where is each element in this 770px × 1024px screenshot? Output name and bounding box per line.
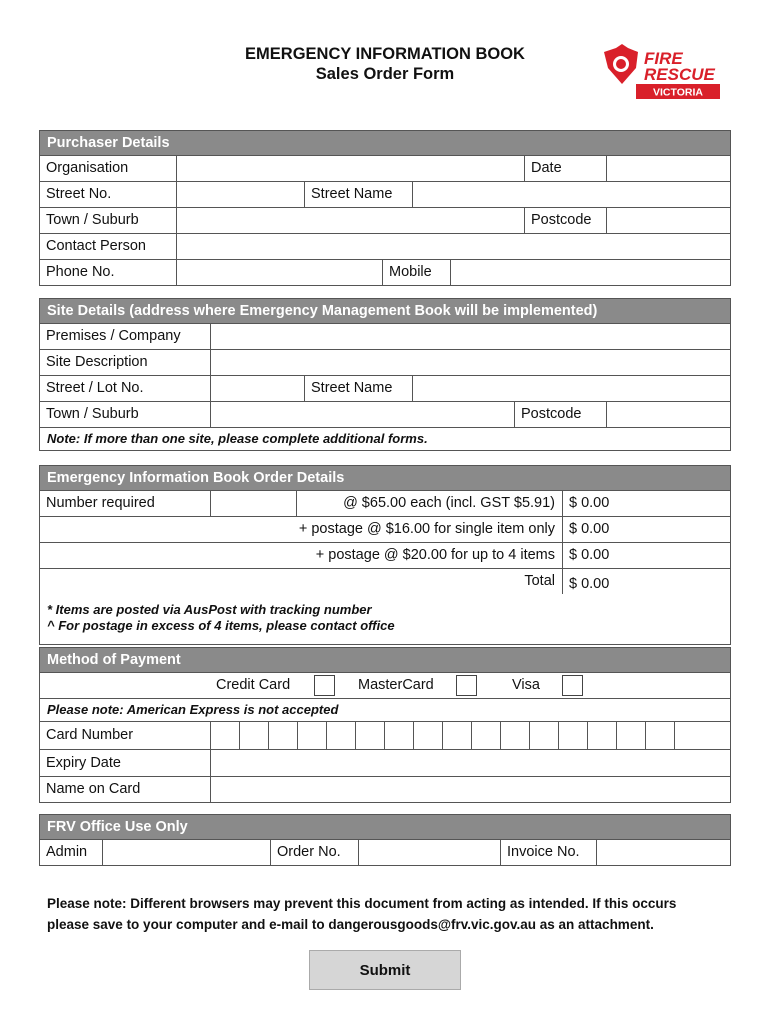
order-no-input[interactable] [358, 840, 500, 865]
order-no-label: Order No. [270, 840, 358, 865]
phone-row [40, 260, 730, 285]
street-name-input[interactable] [412, 182, 730, 207]
expiry-input[interactable] [210, 750, 730, 776]
postage-single-row [40, 517, 730, 543]
fire-rescue-victoria-logo [600, 44, 724, 100]
digit-box [268, 722, 269, 749]
street-row [40, 182, 730, 208]
page-title: EMERGENCY INFORMATION BOOK [245, 45, 525, 63]
premises-input[interactable] [210, 324, 730, 349]
town-row [40, 208, 730, 234]
digit-box [500, 722, 501, 749]
digit-box [616, 722, 617, 749]
town-label: Town / Suburb [46, 212, 139, 228]
postage-notes [40, 594, 730, 644]
site-postcode-input[interactable] [606, 402, 730, 427]
excess-postage-note: ^ For postage in excess of 4 items, please contact office [47, 618, 395, 633]
digit-box [326, 722, 327, 749]
browser-note [47, 893, 737, 935]
section-heading: Purchaser Details [40, 131, 730, 156]
organisation-label: Organisation [46, 160, 129, 176]
office-row [40, 840, 730, 865]
phone-input[interactable] [176, 260, 382, 285]
browser-note-line2: please save to your computer and e-mail to dangerousgoods@frv.vic.gov.au as an attachment. [47, 917, 654, 932]
credit-card-label: Credit Card [216, 677, 291, 693]
digit-box [529, 722, 530, 749]
description-input[interactable] [210, 350, 730, 375]
postage-single-value: $ 0.00 [562, 517, 730, 542]
date-input[interactable] [606, 156, 730, 181]
section-heading: Method of Payment [40, 648, 730, 673]
street-lot-label: Street / Lot No. [46, 380, 144, 396]
card-type-row [40, 673, 730, 699]
digit-box [587, 722, 588, 749]
site-postcode-label: Postcode [514, 402, 606, 427]
name-on-card-label: Name on Card [46, 781, 141, 797]
contact-input[interactable] [176, 234, 730, 259]
browser-note-line1: Please note: Different browsers may prevent this document from acting as intended. If this occurs [47, 896, 677, 911]
organisation-row [40, 156, 730, 182]
number-required-label: Number required [46, 495, 155, 511]
digit-box [239, 722, 240, 749]
price-value: $ 0.00 [562, 491, 730, 516]
card-number-label: Card Number [46, 727, 134, 743]
logo-fire-text: FIRE [644, 49, 683, 68]
street-lot-input[interactable] [210, 376, 304, 401]
postage-four-value: $ 0.00 [562, 543, 730, 568]
visa-label: Visa [512, 677, 540, 693]
section-heading: Site Details (address where Emergency Management Book will be implemented) [40, 299, 730, 324]
submit-button[interactable]: Submit [309, 950, 461, 990]
total-value: $ 0.00 [562, 569, 730, 594]
mobile-label: Mobile [382, 260, 450, 285]
site-town-row [40, 402, 730, 428]
site-town-input[interactable] [210, 402, 514, 427]
visa-checkbox[interactable] [562, 675, 583, 696]
postage-four-label: + postage @ $20.00 for up to 4 items [315, 547, 555, 563]
street-no-label: Street No. [46, 186, 112, 202]
digit-box [442, 722, 443, 749]
number-required-input[interactable] [210, 491, 296, 516]
tracking-note: * Items are posted via AusPost with tracking number [47, 602, 372, 617]
number-required-row [40, 491, 730, 517]
description-row [40, 350, 730, 376]
premises-label: Premises / Company [46, 328, 181, 344]
street-no-input[interactable] [176, 182, 304, 207]
name-on-card-row [40, 777, 730, 802]
digit-box [645, 722, 646, 749]
expiry-row [40, 750, 730, 777]
order-details-section [39, 465, 731, 645]
name-on-card-input[interactable] [210, 777, 730, 802]
price-label: @ $65.00 each (incl. GST $5.91) [296, 491, 562, 516]
organisation-input[interactable] [176, 156, 524, 181]
card-number-input[interactable] [210, 722, 730, 749]
digit-box [471, 722, 472, 749]
postcode-label: Postcode [524, 208, 606, 233]
contact-label: Contact Person [46, 238, 146, 254]
admin-label: Admin [46, 844, 88, 860]
description-label: Site Description [46, 354, 148, 370]
logo-victoria-text: VICTORIA [653, 86, 703, 99]
admin-input[interactable] [102, 840, 270, 865]
phone-label: Phone No. [46, 264, 115, 280]
total-row [40, 569, 730, 594]
invoice-no-label: Invoice No. [500, 840, 596, 865]
mastercard-label: MasterCard [358, 677, 434, 693]
digit-box [297, 722, 298, 749]
office-use-section [39, 814, 731, 866]
digit-box [355, 722, 356, 749]
street-lot-row [40, 376, 730, 402]
site-note: Note: If more than one site, please complete additional forms. [47, 431, 428, 446]
premises-row [40, 324, 730, 350]
site-street-name-input[interactable] [412, 376, 730, 401]
digit-box [413, 722, 414, 749]
page-subtitle: Sales Order Form [315, 65, 455, 83]
amex-note: Please note: American Express is not accepted [47, 702, 339, 717]
digit-box [558, 722, 559, 749]
form-title [200, 44, 570, 84]
invoice-no-input[interactable] [596, 840, 730, 865]
amex-note-row [40, 699, 730, 722]
postage-four-row [40, 543, 730, 569]
date-label: Date [524, 156, 606, 181]
site-details-section [39, 298, 731, 451]
expiry-label: Expiry Date [46, 755, 121, 771]
contact-row [40, 234, 730, 260]
mobile-input[interactable] [450, 260, 730, 285]
site-street-name-label: Street Name [304, 376, 412, 401]
payment-section [39, 647, 731, 803]
logo-rescue-text: RESCUE [644, 65, 715, 84]
section-heading: FRV Office Use Only [40, 815, 730, 840]
card-number-row [40, 722, 730, 750]
purchaser-details-section [39, 130, 731, 286]
digit-box [384, 722, 385, 749]
total-label: Total [524, 573, 555, 589]
site-town-label: Town / Suburb [46, 406, 139, 422]
street-name-label: Street Name [304, 182, 412, 207]
town-input[interactable] [176, 208, 524, 233]
digit-box [674, 722, 675, 749]
section-heading: Emergency Information Book Order Details [40, 466, 730, 491]
mastercard-checkbox[interactable] [456, 675, 477, 696]
postage-single-label: + postage @ $16.00 for single item only [298, 521, 555, 537]
site-note-row [40, 428, 730, 450]
postcode-input[interactable] [606, 208, 730, 233]
credit-card-checkbox[interactable] [314, 675, 335, 696]
